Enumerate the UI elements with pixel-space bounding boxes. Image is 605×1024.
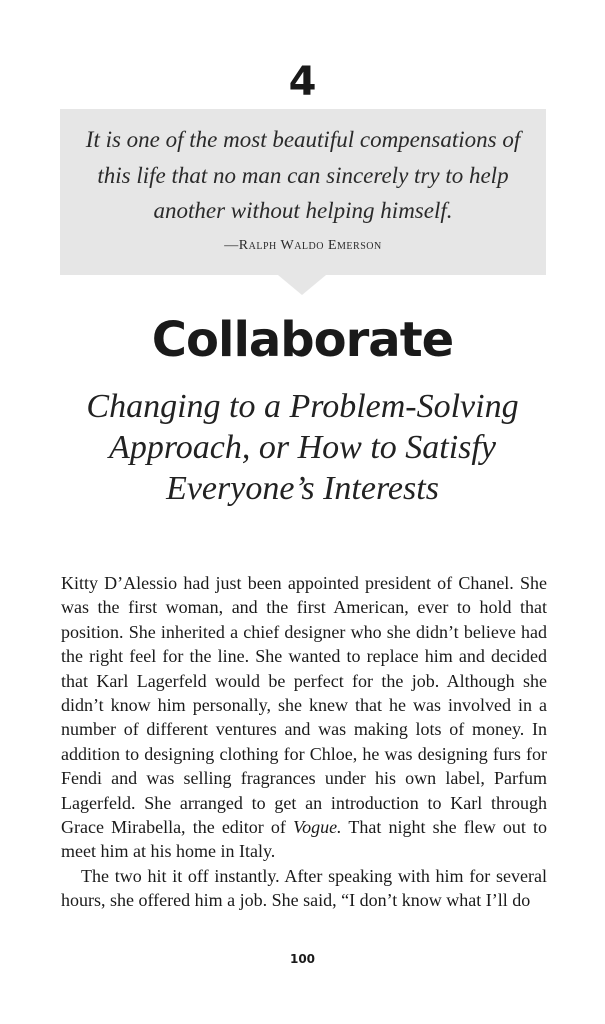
epigraph-line: It is one of the most beautiful compensations of [85,127,521,152]
subtitle-line: Approach, or How to Satisfy [109,429,496,466]
chapter-number: 4 [288,59,317,105]
page-number: 100 [289,952,316,966]
paragraph-text: Kitty D’Alessio had just been appointed president of Chanel. She was the first woman, and the first American, ever to hold that position. She inherited a chief designer who she didn’t believe had the right feel for the line. She wanted to replace him and decided that Karl Lagerfeld would be perfect for the job. Although she didn’t know him personally, she knew that he was involved in a number of different ventures and was making lots of money. In addition to designing clothing for Chloe, he was designing furs for Fendi and was selling fragrances under his own label, Parfum Lagerfeld. She arranged to get an introduction to Karl through Grace Mirabella, the editor of [61,573,547,838]
epigraph-pointer [278,275,326,295]
epigraph-line: this life that no man can sincerely try to help [97,162,509,188]
paragraph-text: That night she flew out to meet him at his home in Italy. [61,817,547,862]
chapter-title: Collaborate [151,312,454,368]
subtitle-line: Changing to a Problem-Solving [86,388,519,425]
subtitle-line: Everyone’s Interests [166,470,439,507]
epigraph-quote [60,122,546,229]
chapter-subtitle [30,386,575,509]
body-paragraph: The two hit it off instantly. After speaking with him for several hours, she offered him a job. She said, “I don’t know what I’ll do [61,865,547,911]
body-paragraph [61,571,547,864]
epigraph-line: another without helping himself. [153,198,453,223]
body-text [61,571,547,913]
epigraph-attribution: —Ralph Waldo Emerson [224,238,382,253]
publication-title: Vogue. [293,817,342,838]
